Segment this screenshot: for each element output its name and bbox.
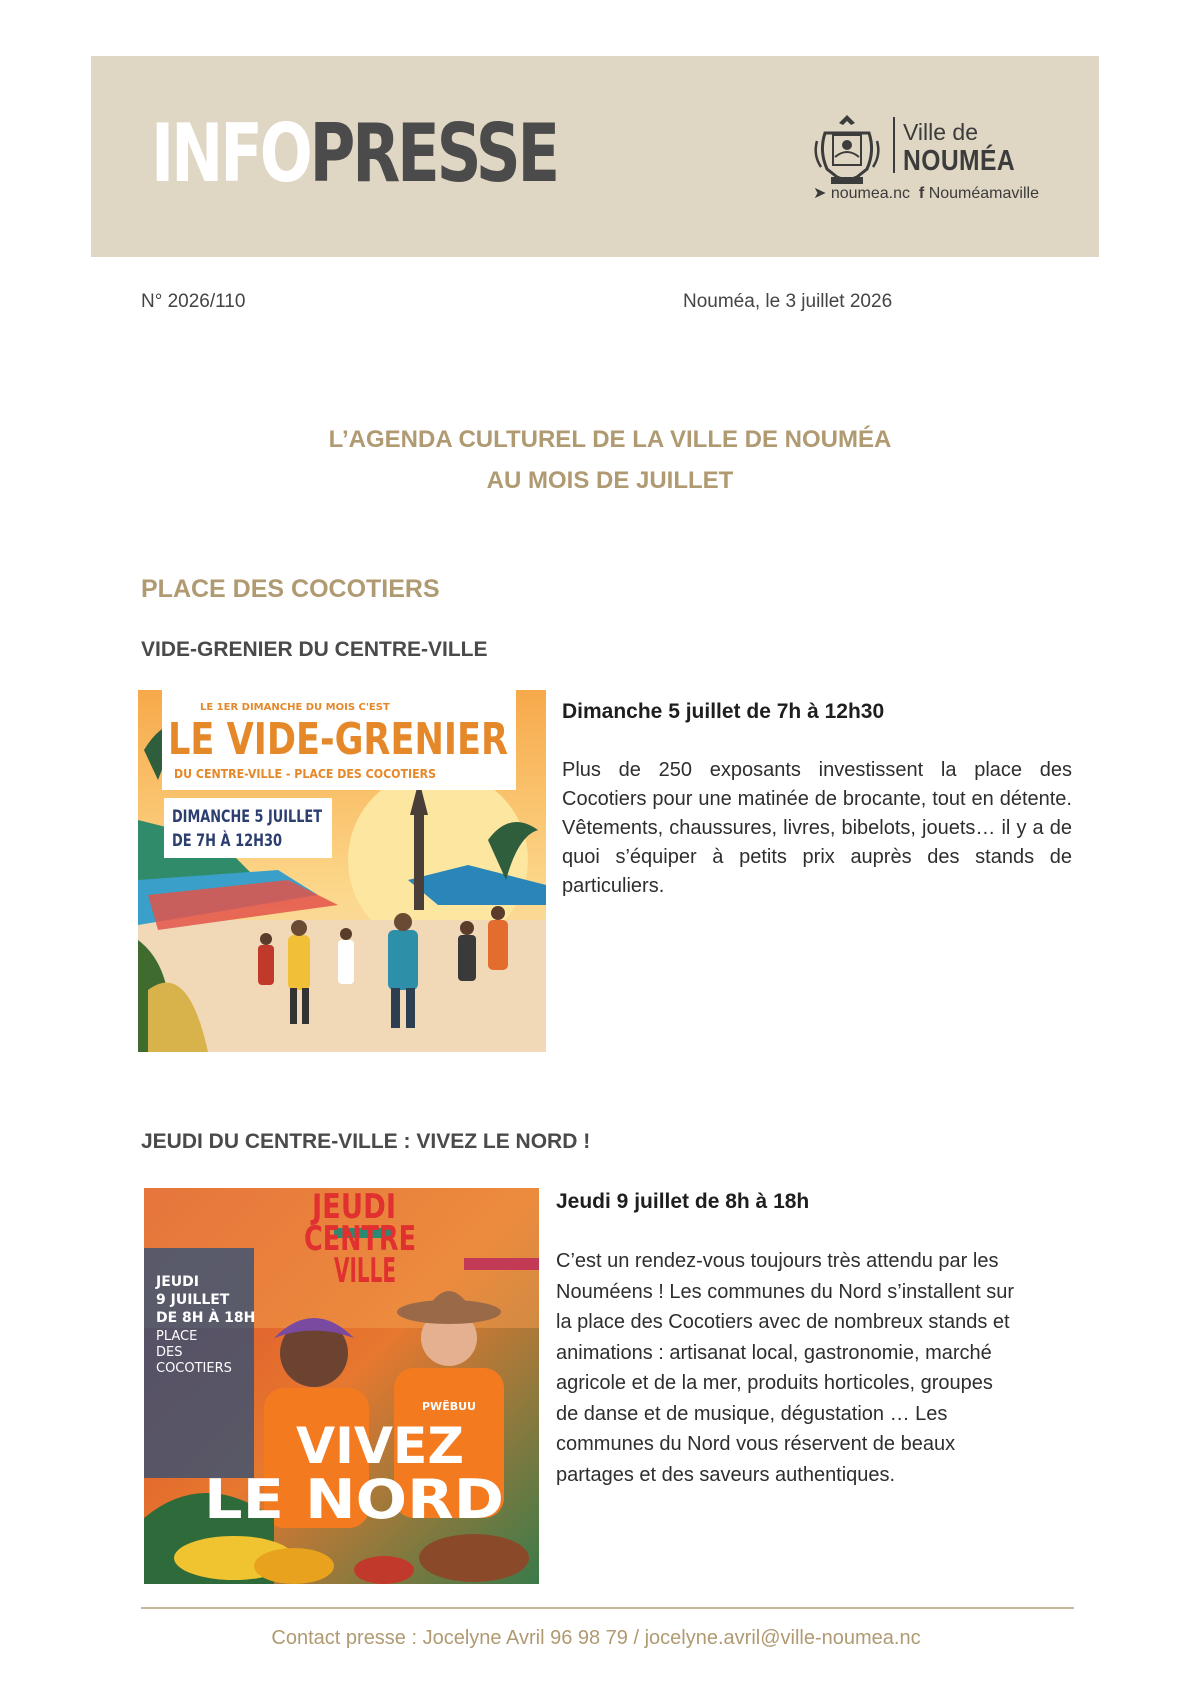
info-presse-title — [151, 107, 558, 200]
header-banner — [91, 56, 1099, 257]
poster1-headline: LE VIDE-GRENIER — [168, 714, 508, 765]
poster1-date-line2: DE 7H À 12H30 — [172, 831, 317, 851]
poster1-kicker: LE 1ER DIMANCHE DU MOIS C'EST — [200, 702, 390, 713]
event-1-description: Plus de 250 exposants investissent la place des Cocotiers pour une matinée de brocante, tout en détente. Vêtements, chaussures, livres, bibelots, jouets… il y a de quoi s’équiper à petits prix auprès des stands de particuliers. — [562, 759, 1072, 897]
facebook-icon: f — [918, 185, 925, 202]
ville-de-noumea-logo — [811, 111, 1041, 201]
logo-separator — [893, 117, 895, 173]
vivez-le-nord-poster — [144, 1188, 539, 1584]
poster2-shirt: PWËBUU — [422, 1400, 476, 1413]
event-2-description: C’est un rendez-vous toujours très attendu par les Nouméens ! Les communes du Nord s’installent sur la place des Cocotiers avec de nombreux stands et animations : artisanat local, gastronomie, marché agricole et de la mer, produits horticoles, groupes de danse et de musique, dégustation … Les communes du Nord vous réservent de beaux partages et des saveurs authentiques. — [556, 1250, 1014, 1486]
poster2-info1: JEUDI — [156, 1274, 199, 1290]
footer-contact: Contact presse : Jocelyne Avril 96 98 79 / jocelyne.avril@ville-noumea.nc — [271, 1627, 921, 1649]
press-reference: N° 2026/110 — [141, 291, 246, 312]
logo-noumea: NOUMÉA — [903, 145, 1016, 177]
section-title: PLACE DES COCOTIERS — [141, 575, 440, 603]
poster2-headline3: VILLE — [334, 1251, 396, 1291]
event-2-title: JEUDI DU CENTRE-VILLE : VIVEZ LE NORD ! — [141, 1130, 591, 1153]
poster2-big2: LE NORD — [204, 1468, 504, 1531]
vide-grenier-poster — [138, 690, 546, 1052]
main-title-line1: L’AGENDA CULTUREL DE LA VILLE DE NOUMÉA — [328, 426, 892, 453]
footer-divider — [141, 1607, 1074, 1609]
poster2-info4: PLACE — [156, 1329, 198, 1344]
poster2-info2: 9 JUILLET — [156, 1292, 230, 1308]
poster2-big1: VIVEZ — [296, 1417, 464, 1475]
logo-ville-de: Ville de — [903, 119, 979, 145]
poster2-headline2: CENTRE — [304, 1219, 416, 1259]
event-1-title: VIDE-GRENIER DU CENTRE-VILLE — [141, 638, 488, 661]
paper-plane-icon: ➤ — [813, 185, 827, 202]
title-info: INFO — [151, 107, 310, 200]
poster1-subline: DU CENTRE-VILLE - PLACE DES COCOTIERS — [174, 767, 436, 781]
event-2-date: Jeudi 9 juillet de 8h à 18h — [556, 1190, 810, 1213]
poster1-date-line1: DIMANCHE 5 JUILLET — [172, 807, 323, 827]
poster2-info6: COCOTIERS — [156, 1361, 232, 1376]
city-crest-icon — [811, 111, 883, 191]
logo-website[interactable]: noumea.nc — [830, 185, 911, 202]
press-date: Nouméa, le 3 juillet 2026 — [683, 291, 893, 312]
logo-links — [813, 183, 1039, 203]
title-presse: PRESSE — [309, 107, 558, 200]
event-1-date: Dimanche 5 juillet de 7h à 12h30 — [562, 700, 885, 723]
logo-facebook[interactable]: Nouméamaville — [928, 185, 1039, 202]
poster2-headline1: JEUDI — [310, 1187, 396, 1227]
poster2-info5: DES — [156, 1345, 183, 1360]
poster2-info3: DE 8H À 18H — [156, 1310, 256, 1326]
main-title-line2: AU MOIS DE JUILLET — [486, 467, 734, 494]
